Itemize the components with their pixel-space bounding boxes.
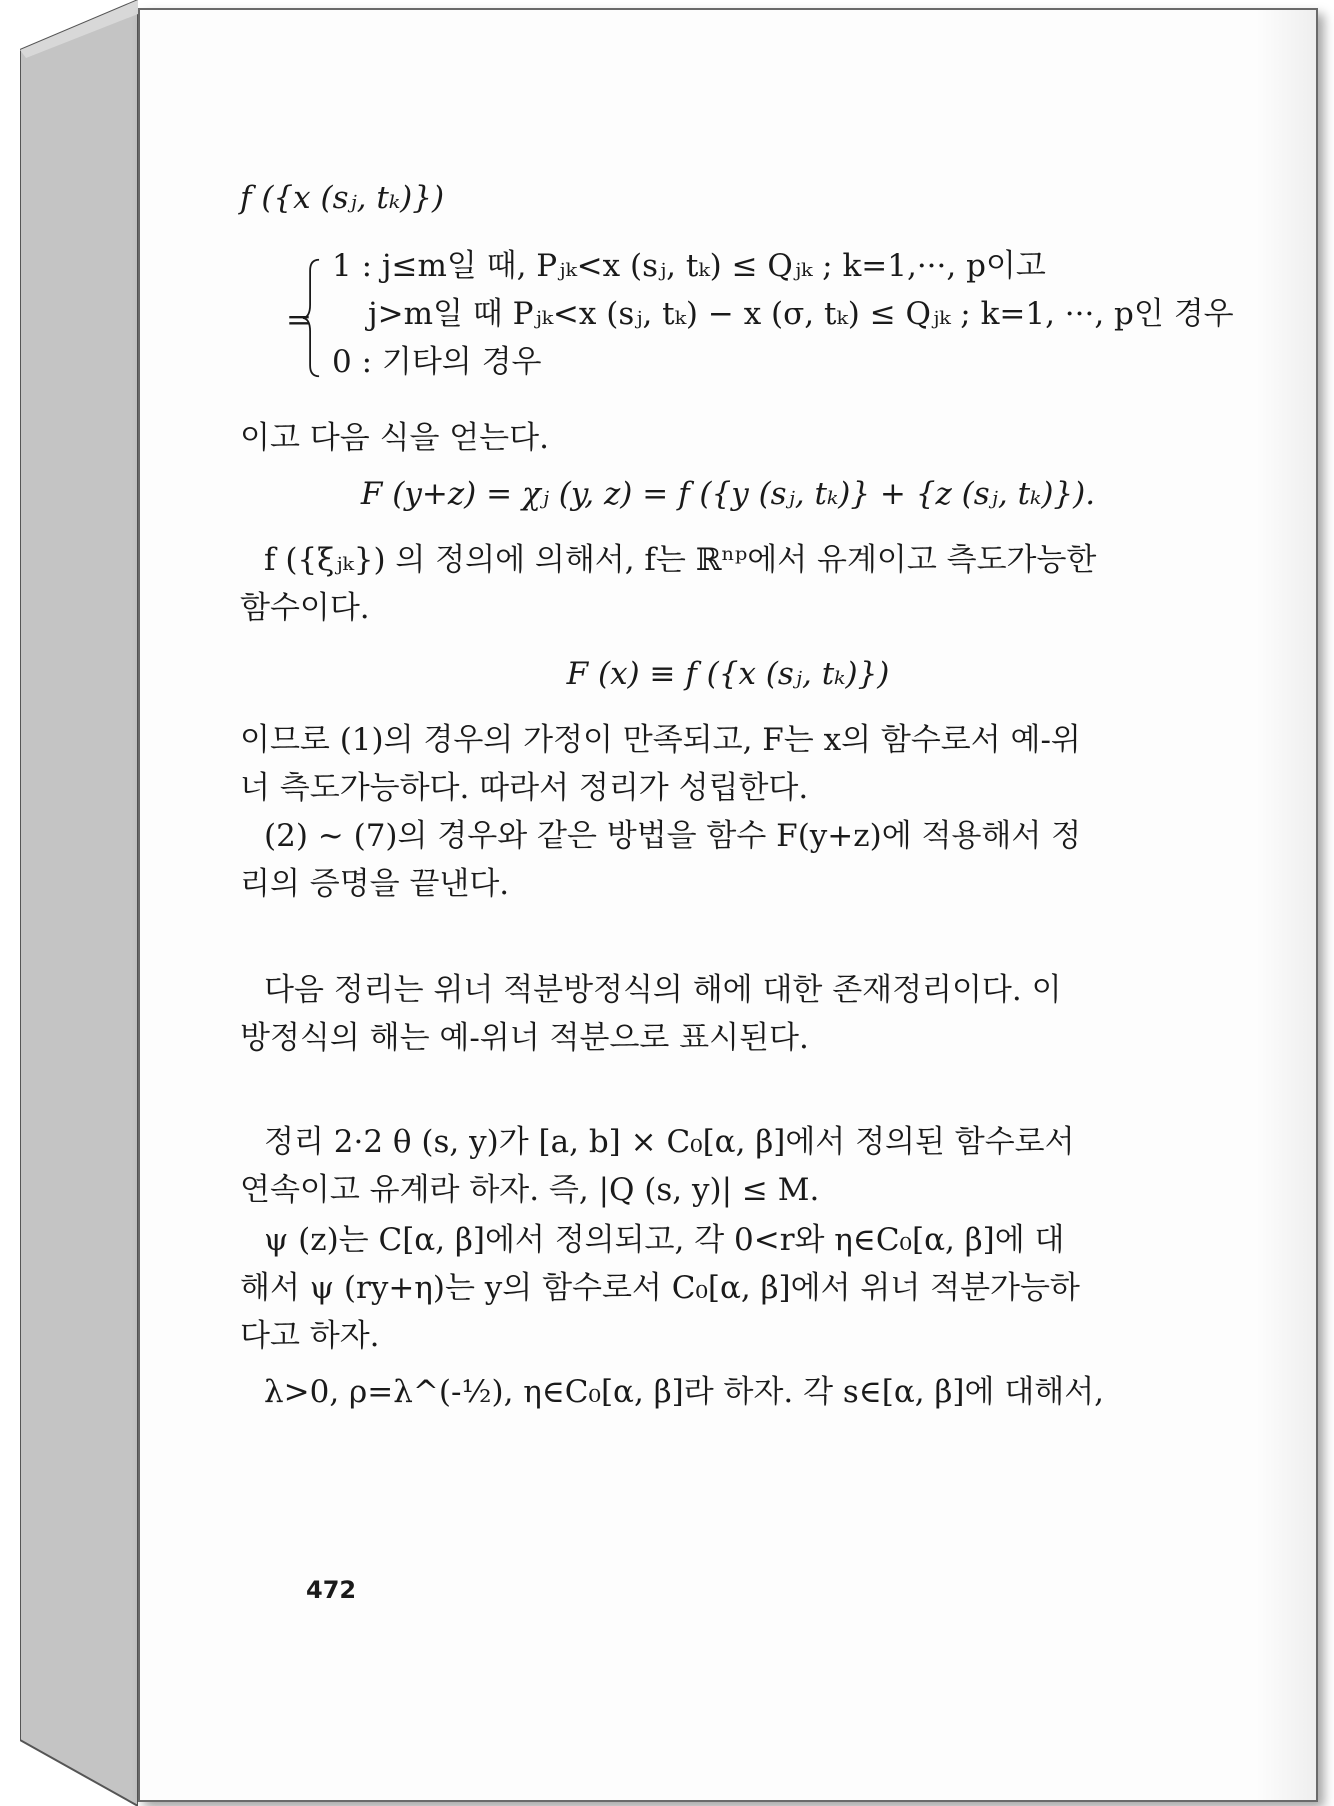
formula-f-definition: f ({x (sⱼ, tₖ)}) xyxy=(240,180,445,216)
paragraph-1: 이고 다음 식을 얻는다. xyxy=(240,420,549,456)
equation-2: F (x) ≡ f ({x (sⱼ, tₖ)}) xyxy=(566,656,890,692)
case-2: j>m일 때 Pⱼₖ<x (sⱼ, tₖ) − x (σ, tₖ) ≤ Qⱼₖ ; k=1, ···, p인 경우 xyxy=(368,296,1234,332)
theorem-line-4: 해서 ψ (ry+η)는 y의 함수로서 C₀[α, β]에서 위너 적분가능하 xyxy=(240,1270,1080,1306)
case-1: 1 : j≤m일 때, Pⱼₖ<x (sⱼ, tₖ) ≤ Qⱼₖ ; k=1,···, p이고 xyxy=(332,248,1046,284)
case-3: 0 : 기타의 경우 xyxy=(332,344,542,380)
book-spine xyxy=(20,0,138,1806)
theorem-line-3: ψ (z)는 C[α, β]에서 정의되고, 각 0<r와 η∈C₀[α, β]에 대 xyxy=(264,1222,1065,1258)
paragraph-3-line-1: 이므로 (1)의 경우의 가정이 만족되고, F는 x의 함수로서 예-위 xyxy=(240,722,1081,758)
page-shade xyxy=(1256,10,1316,1800)
paragraph-2-line-2: 함수이다. xyxy=(240,590,370,626)
paragraph-4-line-1: (2) ~ (7)의 경우와 같은 방법을 함수 F(y+z)에 적용해서 정 xyxy=(264,818,1082,854)
equation-1: F (y+z) = χⱼ (y, z) = f ({y (sⱼ, tₖ)} + {z (sⱼ, tₖ)}). xyxy=(360,476,1096,512)
theorem-line-1: 정리 2·2 θ (s, y)가 [a, b] × C₀[α, β]에서 정의된 함수로서 xyxy=(264,1124,1075,1160)
equals-sign: = xyxy=(286,302,312,338)
theorem-line-6: λ>0, ρ=λ^(-½), η∈C₀[α, β]라 하자. 각 s∈[α, β]에 대해서, xyxy=(264,1374,1105,1410)
page-number: 472 xyxy=(306,1576,357,1604)
theorem-line-2: 연속이고 유계라 하자. 즉, |Q (s, y)| ≤ M. xyxy=(240,1172,820,1208)
theorem-line-5: 다고 하자. xyxy=(240,1318,380,1354)
paragraph-2-line-1: f ({ξⱼₖ}) 의 정의에 의해서, f는 ℝⁿᵖ에서 유계이고 측도가능한 xyxy=(264,542,1097,578)
paragraph-5-line-2: 방정식의 해는 예-위너 적분으로 표시된다. xyxy=(240,1020,809,1056)
paragraph-4-line-2: 리의 증명을 끝낸다. xyxy=(240,866,510,902)
paragraph-3-line-2: 너 측도가능하다. 따라서 정리가 성립한다. xyxy=(240,770,809,806)
curly-brace xyxy=(300,258,322,378)
paragraph-5-line-1: 다음 정리는 위너 적분방정식의 해에 대한 존재정리이다. 이 xyxy=(264,972,1062,1008)
book-page xyxy=(138,8,1318,1802)
